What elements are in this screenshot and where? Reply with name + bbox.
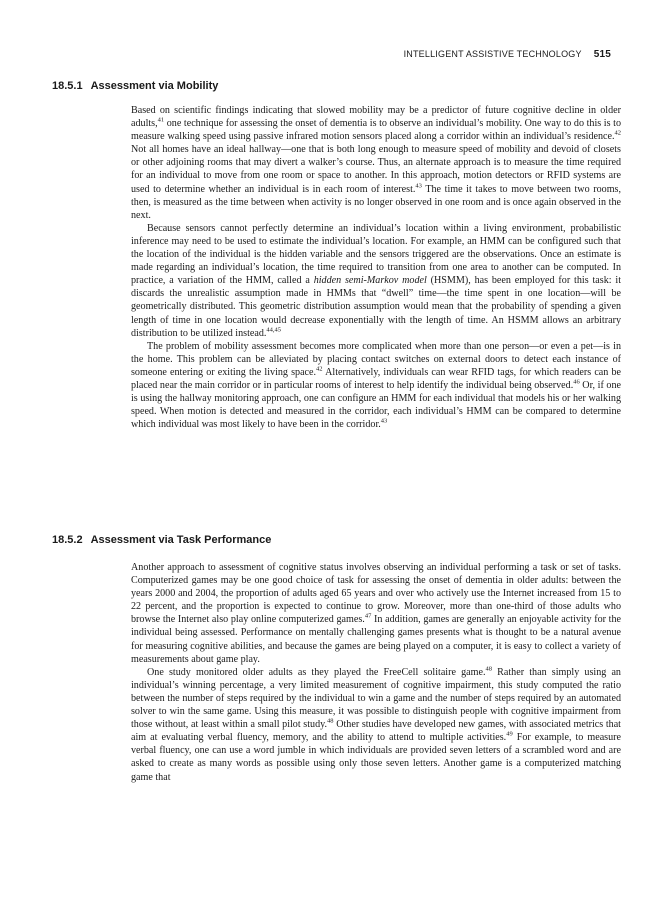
text-run: Based on scientific findings indicating that slowed mobility may be a predictor of future cognitive decline in older adults, [131, 105, 621, 130]
text-run: For example, to measure verbal fluency, one can use a word jumble in which individuals are provided seven letters of a scrambled word and are asked to create as many words as possible using only those seven letters. Another game is a computerized matching game that [131, 732, 622, 783]
section-number: 18.5.1 [52, 80, 83, 92]
paragraph [131, 666, 621, 784]
citation-superscript: 44,45 [266, 326, 282, 334]
citation-superscript: 43 [415, 182, 422, 190]
citation-superscript: 47 [364, 613, 372, 621]
section-title: Assessment via Task Performance [90, 534, 272, 546]
section-number: 18.5.2 [52, 534, 83, 546]
citation-superscript: 48 [327, 717, 334, 725]
running-head [404, 49, 611, 60]
section-body-task-performance [131, 561, 621, 784]
italic-term: hidden semi-Markov model [313, 275, 427, 287]
citation-superscript: 49 [506, 730, 513, 738]
section-heading-mobility [52, 80, 218, 92]
text-run: (HSMM), has been employed for this task: it discards the unrealistic assumption made in HMMs that “dwell” time—the time spent in one location—will be geometrically distributed. This geometric distribution assumption would mean that the probability of spending a given length of time in one location would decrease exponentially with the length of time. An HSMM allows an arbitrary distribution to be utilized instead. [131, 275, 621, 339]
citation-superscript: 43 [380, 417, 388, 425]
text-run: Other studies have developed new games, with associated metrics that aim at evaluating verbal fluency, memory, and the ability to attend to multiple activities. [131, 719, 621, 744]
citation-superscript: 42 [316, 365, 323, 373]
paragraph [131, 222, 621, 340]
text-run: Alternatively, individuals can wear RFID tags, for which readers can be placed near the main corridor or in particular rooms of interest to help identify the individual being observed. [131, 366, 621, 391]
text-run: The problem of mobility assessment becomes more complicated when more than one person—or even a pet—is in the home. This problem can be alleviated by placing contact switches on external doors to detect each instance of someone entering or exiting the living space. [131, 340, 621, 378]
text-run: Another approach to assessment of cognitive status involves observing an individual performing a task or set of tasks. Computerized games may be one good choice of task for assessing the onset of dementia in older adults: between the years 2000 and 2004, the proportion of adults aged 65 years and over who actively use the Internet increased from 15 to 22 percent, and the proportion is expected to continue to grow. Moreover, more than one-third of those adults who browse the Internet also play online computerized games. [131, 562, 621, 626]
section-heading-task-performance [52, 534, 271, 546]
text-run: One study monitored older adults as they played the FreeCell solitaire game. [147, 666, 486, 678]
section-title: Assessment via Mobility [90, 80, 219, 92]
citation-superscript: 48 [485, 665, 492, 673]
page-number: 515 [593, 49, 611, 60]
section-body-mobility [131, 104, 621, 431]
text-run: The time it takes to move between two rooms, then, is measured as the time between when activity is no longer observed in one room and is once again observed in the next. [131, 183, 621, 221]
text-run: Or, if one is using the hallway monitoring approach, one can configure an HMM for each individual that models his or her walking speed. When motion is detected and measured in the corridor, each individual’s HMM can be compared to determine which individual was most likely to have been in the corridor. [131, 379, 621, 431]
paragraph [131, 104, 621, 222]
paragraph [131, 561, 621, 666]
citation-superscript: 42 [614, 129, 621, 137]
citation-superscript: 41 [157, 116, 165, 124]
text-run: Because sensors cannot perfectly determine an individual’s location within a living environment, probabilistic inference may need to be used to estimate the individual’s location. For example, an HMM can be configured such that the location of the individual is the hidden variable and the sensors triggered are the observations. Once an estimate is made regarding an individual’s location, the time required to transition from one area to another can be computed. In practice, a variation of the HMM, called a [131, 222, 621, 287]
citation-superscript: 46 [573, 378, 580, 386]
text-run: In addition, games are generally an enjoyable activity for the individual being assessed. Performance on mentally challenging games presents what is thought to be a natural avenue for measuring cognitive abilities, and because the games are being played on a computer, it is easy to collect a variety of measurements about game play. [131, 614, 622, 665]
paragraph [131, 340, 621, 432]
text-run: Not all homes have an ideal hallway—one that is both long enough to measure speed of mobility and devoid of closets or other adjoining rooms that may divert a walker’s course. Thus, an alternate approach is to measure the time required for an individual to move from one room or space to another. In this approach, motion detectors or RFID systems are used to determine whether an individual is in each room of interest. [131, 144, 621, 195]
running-title: INTELLIGENT ASSISTIVE TECHNOLOGY [403, 49, 582, 59]
text-run: Rather than simply using an individual’s winning percentage, a very limited measurement of cognitive impairment, this study computed the ratio between the number of steps required by the individual to win a game and the number of steps required by an automated solver to win the same game. Using this measure, it was possible to distinguish people with cognitive impairment from those without, at least within a small pilot study. [131, 666, 621, 731]
text-run: one technique for assessing the onset of dementia is to observe an individual’s mobility. One way to do this is to measure walking speed using passive infrared motion sensors placed along a corridor within an individual’s residence. [131, 118, 621, 143]
